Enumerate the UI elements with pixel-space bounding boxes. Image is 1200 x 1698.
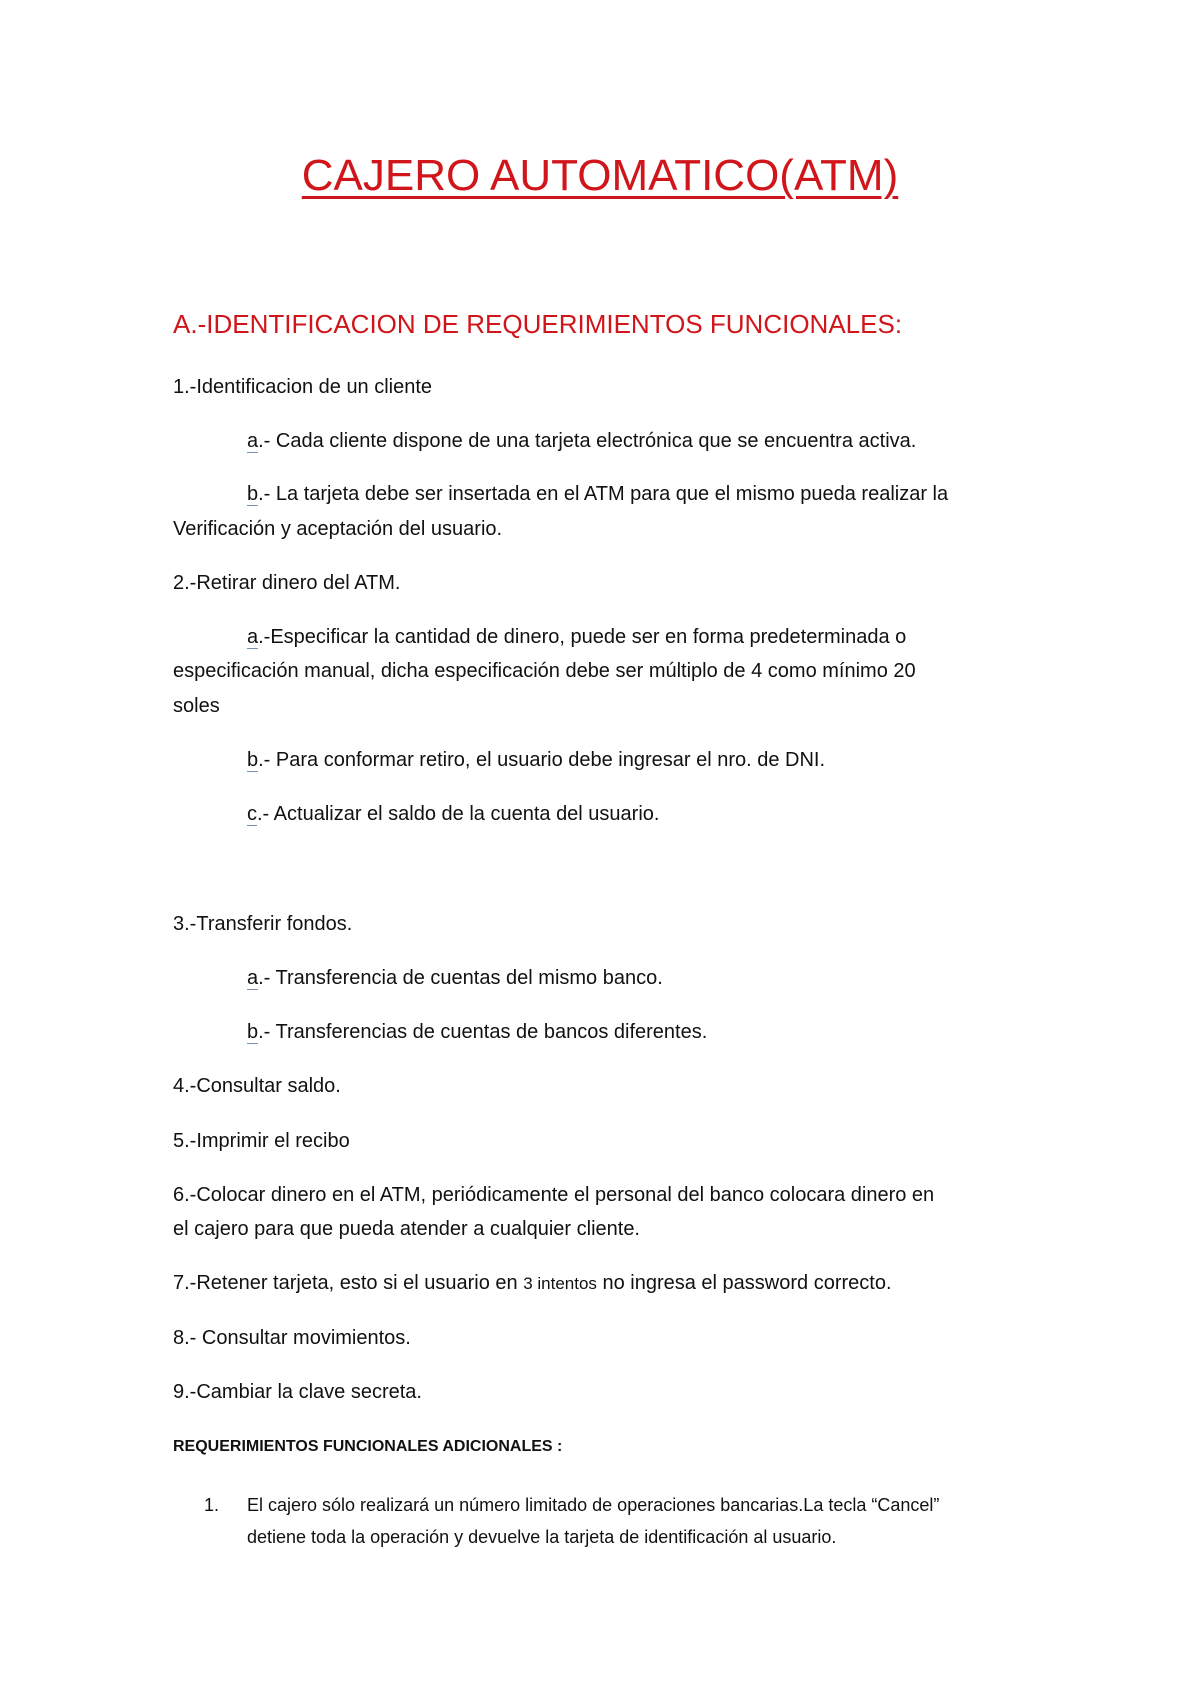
requirement-3a bbox=[247, 961, 663, 995]
requirement-1b-text: .- La tarjeta debe ser insertada en el ATM para que el mismo pueda realizar la bbox=[258, 483, 949, 505]
requirement-2a-text: .-Especificar la cantidad de dinero, puede ser en forma predeterminada o bbox=[258, 626, 907, 648]
requirement-7-text-start: 7.-Retener tarjeta, esto si el usuario en bbox=[173, 1272, 524, 1294]
section-heading: A.-IDENTIFICACION DE REQUERIMIENTOS FUNCIONALES: bbox=[173, 309, 903, 339]
requirement-1b bbox=[247, 477, 948, 511]
requirement-2b-text: .- Para conformar retiro, el usuario debe ingresar el nro. de DNI. bbox=[258, 749, 826, 771]
requirement-2c bbox=[247, 797, 659, 831]
requirement-1a-text: .- Cada cliente dispone de una tarjeta electrónica que se encuentra activa. bbox=[258, 430, 917, 452]
requirement-4: 4.-Consultar saldo. bbox=[173, 1075, 341, 1097]
requirement-7 bbox=[173, 1266, 892, 1301]
requirement-6-continuation: el cajero para que pueda atender a cualquier cliente. bbox=[173, 1218, 640, 1240]
numbered-marker: 1. bbox=[204, 1495, 220, 1515]
sub-marker: a bbox=[247, 626, 259, 648]
page-title: CAJERO AUTOMATICO(ATM) bbox=[301, 151, 899, 200]
sub-marker: b bbox=[247, 483, 259, 505]
additional-requirements-heading: REQUERIMIENTOS FUNCIONALES ADICIONALES : bbox=[173, 1438, 563, 1455]
requirement-2a-continuation-1: especificación manual, dicha especificación debe ser múltiplo de 4 como mínimo 20 bbox=[173, 660, 916, 682]
requirement-8: 8.- Consultar movimientos. bbox=[173, 1327, 411, 1349]
requirement-2b bbox=[247, 743, 825, 777]
requirement-3b-text: .- Transferencias de cuentas de bancos diferentes. bbox=[258, 1021, 708, 1043]
requirement-2a bbox=[247, 620, 906, 654]
additional-requirement-1-line-1: El cajero sólo realizará un número limitado de operaciones bancarias.La tecla “Cancel” bbox=[247, 1495, 940, 1515]
requirement-2: 2.-Retirar dinero del ATM. bbox=[173, 572, 401, 594]
sub-marker: a bbox=[247, 430, 259, 452]
requirement-2a-continuation-2: soles bbox=[173, 695, 220, 717]
sub-marker: a bbox=[247, 967, 259, 989]
requirement-3a-text: .- Transferencia de cuentas del mismo banco. bbox=[258, 967, 663, 989]
sub-marker: b bbox=[247, 749, 259, 771]
requirement-9: 9.-Cambiar la clave secreta. bbox=[173, 1381, 422, 1403]
requirement-5: 5.-Imprimir el recibo bbox=[173, 1130, 350, 1152]
requirement-1b-continuation: Verificación y aceptación del usuario. bbox=[173, 518, 503, 540]
requirement-2c-text: .- Actualizar el saldo de la cuenta del usuario. bbox=[257, 803, 660, 825]
requirement-3: 3.-Transferir fondos. bbox=[173, 913, 353, 935]
sub-marker: b bbox=[247, 1021, 259, 1043]
requirement-6: 6.-Colocar dinero en el ATM, periódicamente el personal del banco colocara dinero en bbox=[173, 1184, 935, 1206]
additional-requirement-1-line-2: detiene toda la operación y devuelve la tarjeta de identificación al usuario. bbox=[247, 1527, 837, 1547]
requirement-7-text-end: no ingresa el password correcto. bbox=[596, 1272, 892, 1294]
sub-marker: c bbox=[247, 803, 257, 825]
requirement-1: 1.-Identificacion de un cliente bbox=[173, 376, 433, 398]
requirement-7-attempts: 3 intentos bbox=[523, 1274, 597, 1293]
requirement-1a bbox=[247, 424, 916, 458]
requirement-3b bbox=[247, 1015, 707, 1049]
